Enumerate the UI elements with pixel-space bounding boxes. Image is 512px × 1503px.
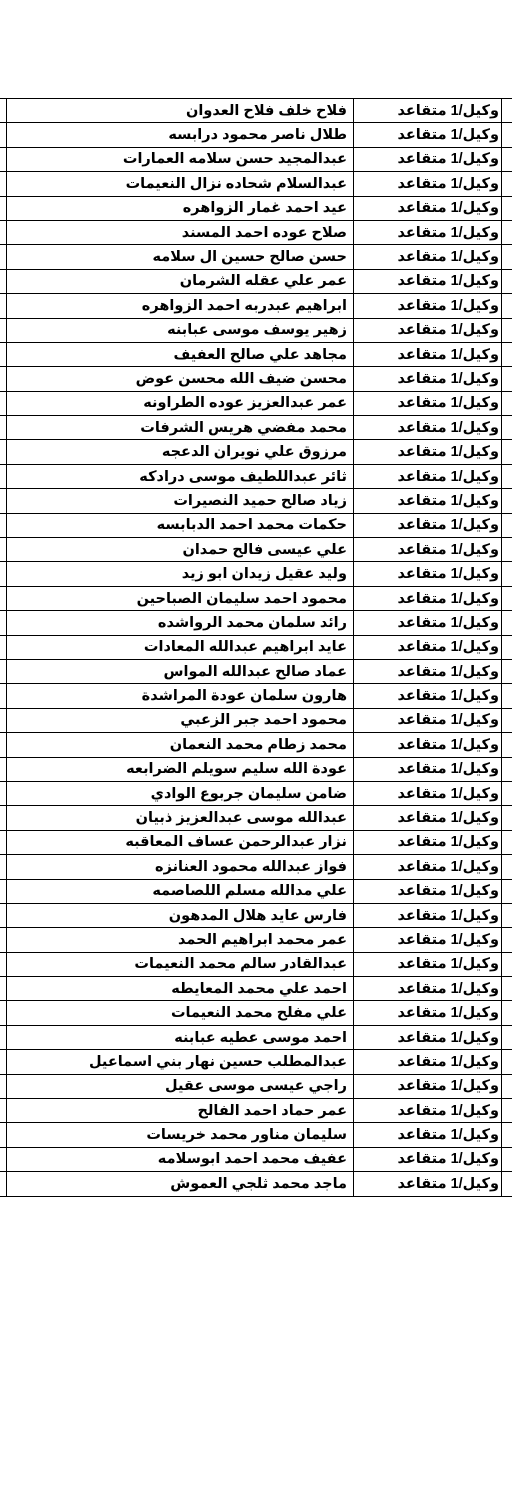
name-cell: رائد سلمان محمد الرواشده — [7, 611, 354, 635]
table-row — [0, 245, 512, 269]
empty-cell — [0, 1025, 7, 1049]
name-cell: مرزوق علي نويران الدعجه — [7, 440, 354, 464]
table-row — [0, 659, 512, 683]
row-edge-cell — [502, 952, 512, 976]
table-row — [0, 830, 512, 854]
table-row — [0, 342, 512, 366]
empty-cell — [0, 220, 7, 244]
spreadsheet-region — [0, 98, 512, 1197]
name-cell: عمر حماد احمد الفالح — [7, 1099, 354, 1123]
table-row — [0, 147, 512, 171]
name-cell: مجاهد علي صالح العفيف — [7, 342, 354, 366]
row-edge-cell — [502, 147, 512, 171]
rank-cell: وكيل/1 متقاعد — [354, 318, 502, 342]
name-cell: ماجد محمد ثلجي العموش — [7, 1172, 354, 1196]
name-cell: عبدالسلام شحاده نزال النعيمات — [7, 172, 354, 196]
rank-cell: وكيل/1 متقاعد — [354, 391, 502, 415]
name-cell: محمود احمد سليمان الصباحين — [7, 586, 354, 610]
row-edge-cell — [502, 806, 512, 830]
row-edge-cell — [502, 977, 512, 1001]
row-edge-cell — [502, 464, 512, 488]
empty-cell — [0, 1050, 7, 1074]
table-row — [0, 903, 512, 927]
table-row — [0, 611, 512, 635]
empty-cell — [0, 952, 7, 976]
row-edge-cell — [502, 1172, 512, 1196]
empty-cell — [0, 855, 7, 879]
rank-cell: وكيل/1 متقاعد — [354, 830, 502, 854]
rank-cell: وكيل/1 متقاعد — [354, 416, 502, 440]
rank-cell: وكيل/1 متقاعد — [354, 586, 502, 610]
rank-cell: وكيل/1 متقاعد — [354, 220, 502, 244]
empty-cell — [0, 172, 7, 196]
empty-cell — [0, 611, 7, 635]
rank-cell: وكيل/1 متقاعد — [354, 1001, 502, 1025]
empty-cell — [0, 318, 7, 342]
name-cell: زهير يوسف موسى عبابنه — [7, 318, 354, 342]
name-cell: محمود احمد جبر الزعبي — [7, 708, 354, 732]
rank-cell: وكيل/1 متقاعد — [354, 952, 502, 976]
row-edge-cell — [502, 172, 512, 196]
name-cell: محسن ضيف الله محسن عوض — [7, 367, 354, 391]
rank-cell: وكيل/1 متقاعد — [354, 489, 502, 513]
row-edge-cell — [502, 489, 512, 513]
row-edge-cell — [502, 513, 512, 537]
row-edge-cell — [502, 708, 512, 732]
table-row — [0, 464, 512, 488]
row-edge-cell — [502, 757, 512, 781]
empty-cell — [0, 830, 7, 854]
name-cell: فارس عايد هلال المدهون — [7, 903, 354, 927]
rank-cell: وكيل/1 متقاعد — [354, 708, 502, 732]
table-row — [0, 538, 512, 562]
empty-cell — [0, 245, 7, 269]
row-edge-cell — [502, 196, 512, 220]
retirees-table — [0, 98, 512, 1197]
empty-cell — [0, 586, 7, 610]
name-cell: علي عيسى فالح حمدان — [7, 538, 354, 562]
rank-cell: وكيل/1 متقاعد — [354, 269, 502, 293]
row-edge-cell — [502, 879, 512, 903]
row-edge-cell — [502, 1074, 512, 1098]
rank-cell: وكيل/1 متقاعد — [354, 659, 502, 683]
empty-cell — [0, 684, 7, 708]
empty-cell — [0, 196, 7, 220]
rank-cell: وكيل/1 متقاعد — [354, 245, 502, 269]
rank-cell: وكيل/1 متقاعد — [354, 123, 502, 147]
rank-cell: وكيل/1 متقاعد — [354, 464, 502, 488]
table-row — [0, 1147, 512, 1171]
name-cell: وليد عقيل زيدان ابو زيد — [7, 562, 354, 586]
empty-cell — [0, 928, 7, 952]
row-edge-cell — [502, 416, 512, 440]
empty-cell — [0, 391, 7, 415]
empty-cell — [0, 757, 7, 781]
empty-cell — [0, 489, 7, 513]
row-edge-cell — [502, 586, 512, 610]
table-row — [0, 1123, 512, 1147]
empty-cell — [0, 513, 7, 537]
name-cell: عودة الله سليم سويلم الضرابعه — [7, 757, 354, 781]
row-edge-cell — [502, 684, 512, 708]
table-row — [0, 1050, 512, 1074]
empty-cell — [0, 708, 7, 732]
row-edge-cell — [502, 1099, 512, 1123]
rank-cell: وكيل/1 متقاعد — [354, 611, 502, 635]
rank-cell: وكيل/1 متقاعد — [354, 903, 502, 927]
row-edge-cell — [502, 830, 512, 854]
empty-cell — [0, 635, 7, 659]
rank-cell: وكيل/1 متقاعد — [354, 1123, 502, 1147]
name-cell: حكمات محمد احمد الدبابسه — [7, 513, 354, 537]
name-cell: راجي عيسى موسى عقيل — [7, 1074, 354, 1098]
rank-cell: وكيل/1 متقاعد — [354, 99, 502, 123]
table-row — [0, 196, 512, 220]
empty-cell — [0, 416, 7, 440]
row-edge-cell — [502, 245, 512, 269]
row-edge-cell — [502, 659, 512, 683]
table-row — [0, 220, 512, 244]
rank-cell: وكيل/1 متقاعد — [354, 977, 502, 1001]
table-row — [0, 708, 512, 732]
row-edge-cell — [502, 611, 512, 635]
row-edge-cell — [502, 1147, 512, 1171]
name-cell: طلال ناصر محمود درابسه — [7, 123, 354, 147]
name-cell: محمد زطام محمد النعمان — [7, 733, 354, 757]
rank-cell: وكيل/1 متقاعد — [354, 635, 502, 659]
table-row — [0, 99, 512, 123]
table-row — [0, 733, 512, 757]
rank-cell: وكيل/1 متقاعد — [354, 1147, 502, 1171]
empty-cell — [0, 123, 7, 147]
name-cell: عفيف محمد احمد ابوسلامه — [7, 1147, 354, 1171]
table-row — [0, 928, 512, 952]
name-cell: عبدالمطلب حسين نهار بني اسماعيل — [7, 1050, 354, 1074]
row-edge-cell — [502, 538, 512, 562]
table-row — [0, 1001, 512, 1025]
name-cell: عبدالله موسى عبدالعزيز ذبيان — [7, 806, 354, 830]
name-cell: عايد ابراهيم عبدالله المعادات — [7, 635, 354, 659]
table-row — [0, 1099, 512, 1123]
name-cell: فلاح خلف فلاح العدوان — [7, 99, 354, 123]
table-row — [0, 269, 512, 293]
rank-cell: وكيل/1 متقاعد — [354, 513, 502, 537]
name-cell: ضامن سليمان جربوع الوادي — [7, 781, 354, 805]
rank-cell: وكيل/1 متقاعد — [354, 1172, 502, 1196]
name-cell: محمد مفضي هريس الشرفات — [7, 416, 354, 440]
name-cell: عيد احمد غمار الزواهره — [7, 196, 354, 220]
table-row — [0, 1074, 512, 1098]
empty-cell — [0, 1001, 7, 1025]
row-edge-cell — [502, 269, 512, 293]
empty-cell — [0, 903, 7, 927]
empty-cell — [0, 440, 7, 464]
empty-cell — [0, 1074, 7, 1098]
rank-cell: وكيل/1 متقاعد — [354, 172, 502, 196]
row-edge-cell — [502, 903, 512, 927]
rank-cell: وكيل/1 متقاعد — [354, 757, 502, 781]
rank-cell: وكيل/1 متقاعد — [354, 879, 502, 903]
table-row — [0, 1172, 512, 1196]
name-cell: هارون سلمان عودة المراشدة — [7, 684, 354, 708]
rank-cell: وكيل/1 متقاعد — [354, 1050, 502, 1074]
table-row — [0, 977, 512, 1001]
name-cell: فواز عبدالله محمود العنانزه — [7, 855, 354, 879]
rank-cell: وكيل/1 متقاعد — [354, 1074, 502, 1098]
table-row — [0, 367, 512, 391]
name-cell: عماد صالح عبدالله المواس — [7, 659, 354, 683]
row-edge-cell — [502, 342, 512, 366]
rank-cell: وكيل/1 متقاعد — [354, 855, 502, 879]
name-cell: ثائر عبداللطيف موسى درادكه — [7, 464, 354, 488]
table-row — [0, 1025, 512, 1049]
rank-cell: وكيل/1 متقاعد — [354, 1099, 502, 1123]
table-row — [0, 757, 512, 781]
row-edge-cell — [502, 1123, 512, 1147]
rank-cell: وكيل/1 متقاعد — [354, 294, 502, 318]
table-row — [0, 294, 512, 318]
table-row — [0, 952, 512, 976]
name-cell: زياد صالح حميد النصيرات — [7, 489, 354, 513]
name-cell: عمر علي عقله الشرمان — [7, 269, 354, 293]
empty-cell — [0, 1172, 7, 1196]
table-row — [0, 635, 512, 659]
table-row — [0, 879, 512, 903]
row-edge-cell — [502, 220, 512, 244]
table-row — [0, 416, 512, 440]
table-row — [0, 586, 512, 610]
name-cell: علي مفلح محمد النعيمات — [7, 1001, 354, 1025]
name-cell: عبدالقادر سالم محمد النعيمات — [7, 952, 354, 976]
row-edge-cell — [502, 1025, 512, 1049]
empty-cell — [0, 538, 7, 562]
empty-cell — [0, 269, 7, 293]
name-cell: ابراهيم عبدربه احمد الزواهره — [7, 294, 354, 318]
name-cell: علي مدالله مسلم اللصاصمه — [7, 879, 354, 903]
empty-cell — [0, 342, 7, 366]
table-row — [0, 806, 512, 830]
row-edge-cell — [502, 440, 512, 464]
empty-cell — [0, 294, 7, 318]
row-edge-cell — [502, 781, 512, 805]
name-cell: احمد علي محمد المعايطه — [7, 977, 354, 1001]
row-edge-cell — [502, 562, 512, 586]
row-edge-cell — [502, 855, 512, 879]
row-edge-cell — [502, 99, 512, 123]
empty-cell — [0, 147, 7, 171]
empty-cell — [0, 879, 7, 903]
rank-cell: وكيل/1 متقاعد — [354, 538, 502, 562]
empty-cell — [0, 562, 7, 586]
table-row — [0, 855, 512, 879]
empty-cell — [0, 977, 7, 1001]
table-row — [0, 391, 512, 415]
empty-cell — [0, 733, 7, 757]
name-cell: عمر محمد ابراهيم الحمد — [7, 928, 354, 952]
empty-cell — [0, 1123, 7, 1147]
empty-cell — [0, 367, 7, 391]
name-cell: نزار عبدالرحمن عساف المعاقبه — [7, 830, 354, 854]
table-row — [0, 440, 512, 464]
name-cell: عبدالمجيد حسن سلامه العمارات — [7, 147, 354, 171]
name-cell: عمر عبدالعزيز عوده الطراونه — [7, 391, 354, 415]
rank-cell: وكيل/1 متقاعد — [354, 684, 502, 708]
table-row — [0, 318, 512, 342]
row-edge-cell — [502, 635, 512, 659]
rank-cell: وكيل/1 متقاعد — [354, 928, 502, 952]
rank-cell: وكيل/1 متقاعد — [354, 196, 502, 220]
empty-cell — [0, 806, 7, 830]
rank-cell: وكيل/1 متقاعد — [354, 781, 502, 805]
table-row — [0, 513, 512, 537]
empty-cell — [0, 659, 7, 683]
empty-cell — [0, 781, 7, 805]
rank-cell: وكيل/1 متقاعد — [354, 342, 502, 366]
row-edge-cell — [502, 928, 512, 952]
table-row — [0, 172, 512, 196]
table-row — [0, 489, 512, 513]
rank-cell: وكيل/1 متقاعد — [354, 147, 502, 171]
rank-cell: وكيل/1 متقاعد — [354, 562, 502, 586]
row-edge-cell — [502, 123, 512, 147]
rank-cell: وكيل/1 متقاعد — [354, 367, 502, 391]
empty-cell — [0, 464, 7, 488]
row-edge-cell — [502, 1001, 512, 1025]
name-cell: حسن صالح حسين ال سلامه — [7, 245, 354, 269]
row-edge-cell — [502, 318, 512, 342]
empty-cell — [0, 99, 7, 123]
rank-cell: وكيل/1 متقاعد — [354, 1025, 502, 1049]
empty-cell — [0, 1147, 7, 1171]
row-edge-cell — [502, 294, 512, 318]
rank-cell: وكيل/1 متقاعد — [354, 806, 502, 830]
table-row — [0, 781, 512, 805]
name-cell: سليمان مناور محمد خريسات — [7, 1123, 354, 1147]
table-row — [0, 562, 512, 586]
table-row — [0, 123, 512, 147]
empty-cell — [0, 1099, 7, 1123]
name-cell: احمد موسى عطيه عبابنه — [7, 1025, 354, 1049]
table-row — [0, 684, 512, 708]
rank-cell: وكيل/1 متقاعد — [354, 733, 502, 757]
rank-cell: وكيل/1 متقاعد — [354, 440, 502, 464]
name-cell: صلاح عوده احمد المسند — [7, 220, 354, 244]
row-edge-cell — [502, 733, 512, 757]
row-edge-cell — [502, 1050, 512, 1074]
row-edge-cell — [502, 391, 512, 415]
row-edge-cell — [502, 367, 512, 391]
